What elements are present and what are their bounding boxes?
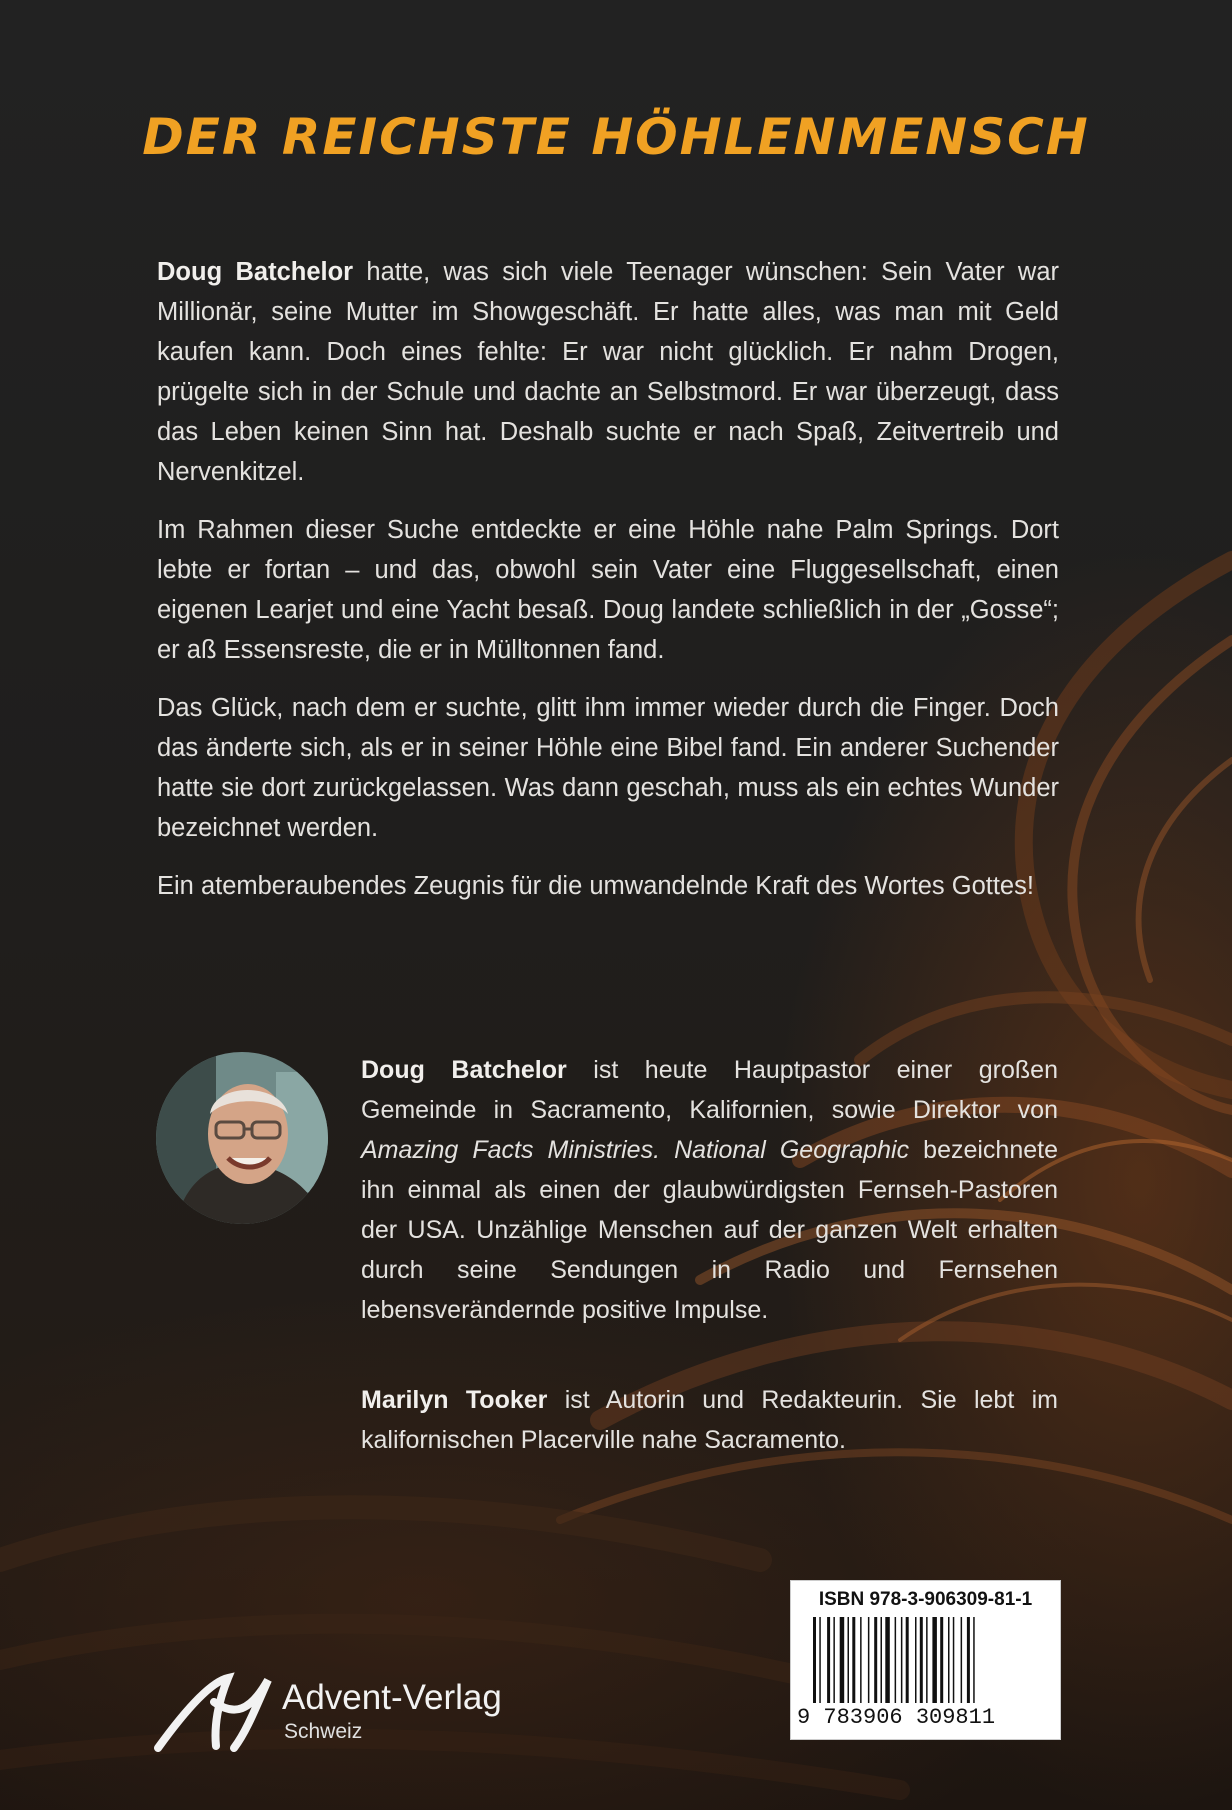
blurb-paragraph-1 [157,252,1059,492]
blurb-paragraph-3: Das Glück, nach dem er suchte, glitt ihm immer wieder durch die Finger. Doch das änderte sich, als er in seiner Höhle eine Bibel fand. Ein anderer Suchender hatte sie dort zurückgelassen. Was dann geschah, muss als ein echtes Wunder bezeichnet werden. [157,694,1059,842]
author-bio-text-b: bezeichnete ihn einmal als einen der glaubwürdigsten Fernseh-Pastoren der USA. Unzählige Menschen auf der ganzen Welt erhalten durch seine Sendungen in Radio und Fernsehen lebensverändernde positive Impulse. [361,1136,1058,1324]
coauthor-bio-name: Marilyn Tooker [361,1386,548,1414]
blurb-paragraph-2: Im Rahmen dieser Suche entdeckte er eine Höhle nahe Palm Springs. Dort lebte er fortan – und das, obwohl sein Vater eine Fluggesellschaft, einen eigenen Learjet und eine Yacht besaß. Doug landete schließlich in der „Gosse“; er aß Essensreste, die er in Mülltonnen fand. [157,516,1059,664]
author-bio-italic: Amazing Facts Ministries. National Geographic [361,1136,910,1164]
coauthor-bio [361,1380,1058,1460]
barcode-digits: 9 783906 309811 [797,1705,996,1730]
author-bio [361,1050,1058,1330]
blurb-paragraph-1-text: hatte, was sich viele Teenager wünschen: Sein Vater war Millionär, seine Mutter im Showgeschäft. Er hatte alles, was man mit Geld kaufen kann. Doch eines fehlte: Er war nicht glücklich. Er nahm Drogen, prügelte sich in der Schule und dachte an Selbstmord. Er war überzeugt, dass das Leben keinen Sinn hat. Deshalb suchte er nach Spaß, Zeitvertreib und Nervenkitzel. [157,258,1059,486]
blurb-author-name: Doug Batchelor [157,258,354,286]
blurb-paragraph-4: Ein atemberaubendes Zeugnis für die umwandelnde Kraft des Wortes Gottes! [157,872,1034,900]
author-photo [156,1052,328,1224]
author-bio-name: Doug Batchelor [361,1056,567,1084]
isbn-barcode [790,1580,1061,1740]
author-bio-text-a: ist heute Hauptpastor einer großen Gemeinde in Sacramento, Kalifornien, sowie Direktor von [361,1056,1058,1124]
barcode-bars [813,1617,1043,1703]
book-blurb [157,252,1059,924]
coauthor-bio-text: ist Autorin und Redakteurin. Sie lebt im kalifornischen Placerville nahe Sacramento. [361,1386,1059,1454]
publisher-name: Advent-Verlag [282,1678,502,1717]
publisher-subtitle: Schweiz [284,1720,363,1743]
publisher-logo [154,1672,524,1752]
isbn-label: ISBN 978-3-906309-81-1 [818,1589,1033,1610]
book-title: DER REICHSTE HÖHLENMENSCH [142,108,1090,166]
av-logo-icon [154,1672,274,1752]
